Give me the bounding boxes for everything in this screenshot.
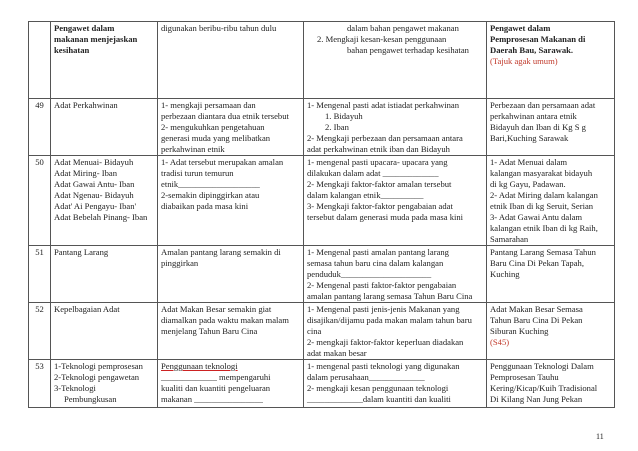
problem-cell: Adat Makan Besar semakin giat diamalkan pada waktu makan malam menjelang Tahun Baru Cina bbox=[158, 303, 304, 360]
topic-cell: Pengawet dalam makanan menjejaskan kesihatan bbox=[51, 22, 158, 99]
objective-cell: 1- Mengenal pasti jenis-jenis Makanan yang disajikan/dijamu pada makan malam tahun baru cina 2- mengkaji faktor-faktor keperluan diadakan adat makan besar bbox=[304, 303, 487, 360]
objective-cell: dalam bahan pengawet makanan 2. Mengkaji kesan-kesan penggunaan bahan pengawet terhadap kesihatan bbox=[304, 22, 487, 99]
problem-cell: Amalan pantang larang semakin di pinggirkan bbox=[158, 246, 304, 303]
page-number: 11 bbox=[596, 432, 604, 441]
topic-cell: Adat Menuai- Bidayuh Adat Miring- Iban Adat Gawai Antu- Iban Adat Ngenau- Bidayuh Adat' Ai Pengayu- Iban' Adat Bebelah Pinang- Iban bbox=[51, 156, 158, 246]
title-cell: Adat Makan Besar Semasa Tahun Baru Cina Di Pekan Siburan Kuching (S45) bbox=[487, 303, 615, 360]
title-cell: Perbezaan dan persamaan adat perkahwinan antara etnik Bidayuh dan Iban di Kg S g Bari,Kuching Sarawak bbox=[487, 99, 615, 156]
table-row bbox=[29, 156, 615, 246]
row-number: 50 bbox=[29, 156, 51, 246]
topic-cell: 1-Teknologi pemprosesan 2-Teknologi pengawetan 3-Teknologi Pembungkusan bbox=[51, 360, 158, 408]
table-row bbox=[29, 303, 615, 360]
topic-cell: Pantang Larang bbox=[51, 246, 158, 303]
topic-cell: Adat Perkahwinan bbox=[51, 99, 158, 156]
topic-cell: Kepelbagaian Adat bbox=[51, 303, 158, 360]
table-row bbox=[29, 246, 615, 303]
objective-cell: 1- Mengenal pasti amalan pantang larang semasa tahun baru cina dalam kalangan penduduk_____________________ 2- Mengenal pasti faktor-faktor pengabaian amalan pantang larang semasa Tahun Baru Cina bbox=[304, 246, 487, 303]
table-row bbox=[29, 99, 615, 156]
problem-cell: 1- Adat tersebut merupakan amalan tradisi turun temurun etnik___________________ 2-semakin dipinggirkan atau diabaikan pada masa kini bbox=[158, 156, 304, 246]
title-cell: Pantang Larang Semasa Tahun Baru Cina Di Pekan Tapah, Kuching bbox=[487, 246, 615, 303]
problem-cell: digunakan beribu-ribu tahun dulu bbox=[158, 22, 304, 99]
row-number: 51 bbox=[29, 246, 51, 303]
row-number bbox=[29, 22, 51, 99]
row-number: 52 bbox=[29, 303, 51, 360]
problem-cell: Penggunaan teknologi _____________ mempengaruhi kualiti dan kuantiti pengeluaran makanan ________________ bbox=[158, 360, 304, 408]
objective-cell: 1- mengenal pasti teknologi yang digunakan dalam perusahaan_____________ 2- mengkaji kesan penggunaan teknologi _____________dalam kuantiti dan kualiti bbox=[304, 360, 487, 408]
comment-note: (S45) bbox=[490, 337, 510, 347]
table-row bbox=[29, 360, 615, 408]
row-number: 53 bbox=[29, 360, 51, 408]
objective-cell: 1- Mengenal pasti adat istiadat perkahwinan 1. Bidayuh 2. Iban 2- Mengkaji perbezaan dan persamaan antara adat perkahwinan etnik iban dan Bidayuh bbox=[304, 99, 487, 156]
title-cell: Penggunaan Teknologi Dalam Pemprosesan Tauhu Kering/Kicap/Kuih Tradisional Di Kilang Nan Jung Pekan bbox=[487, 360, 615, 408]
row-number: 49 bbox=[29, 99, 51, 156]
title-cell: Pengawet dalam Pemprosesan Makanan di Daerah Bau, Sarawak. (Tajuk agak umum) bbox=[487, 22, 615, 99]
problem-cell: 1- mengkaji persamaan dan perbezaan diantara dua etnik tersebut 2- mengukuhkan pengetahuan generasi muda yang melibatkan perkahwinan etnik bbox=[158, 99, 304, 156]
comment-note: (Tajuk agak umum) bbox=[490, 56, 558, 66]
title-cell: 1- Adat Menuai dalam kalangan masyarakat bidayuh di kg Gayu, Padawan. 2- Adat Miring dalam kalangan etnik Iban di kg Seruit, Serian 3- Adat Gawai Antu dalam kalangan etnik Iban di kg Raih, Samarahan bbox=[487, 156, 615, 246]
table-row bbox=[29, 22, 615, 99]
research-topics-table bbox=[28, 21, 615, 408]
objective-cell: 1- mengenal pasti upacara- upacara yang dilakukan dalam adat _____________ 2- Mengkaji faktor-faktor amalan tersebut dalam kalangan etnik__________ 3- Mengkaji faktor-faktor pengabaian adat tersebut dalam generasi muda pada masa kini bbox=[304, 156, 487, 246]
